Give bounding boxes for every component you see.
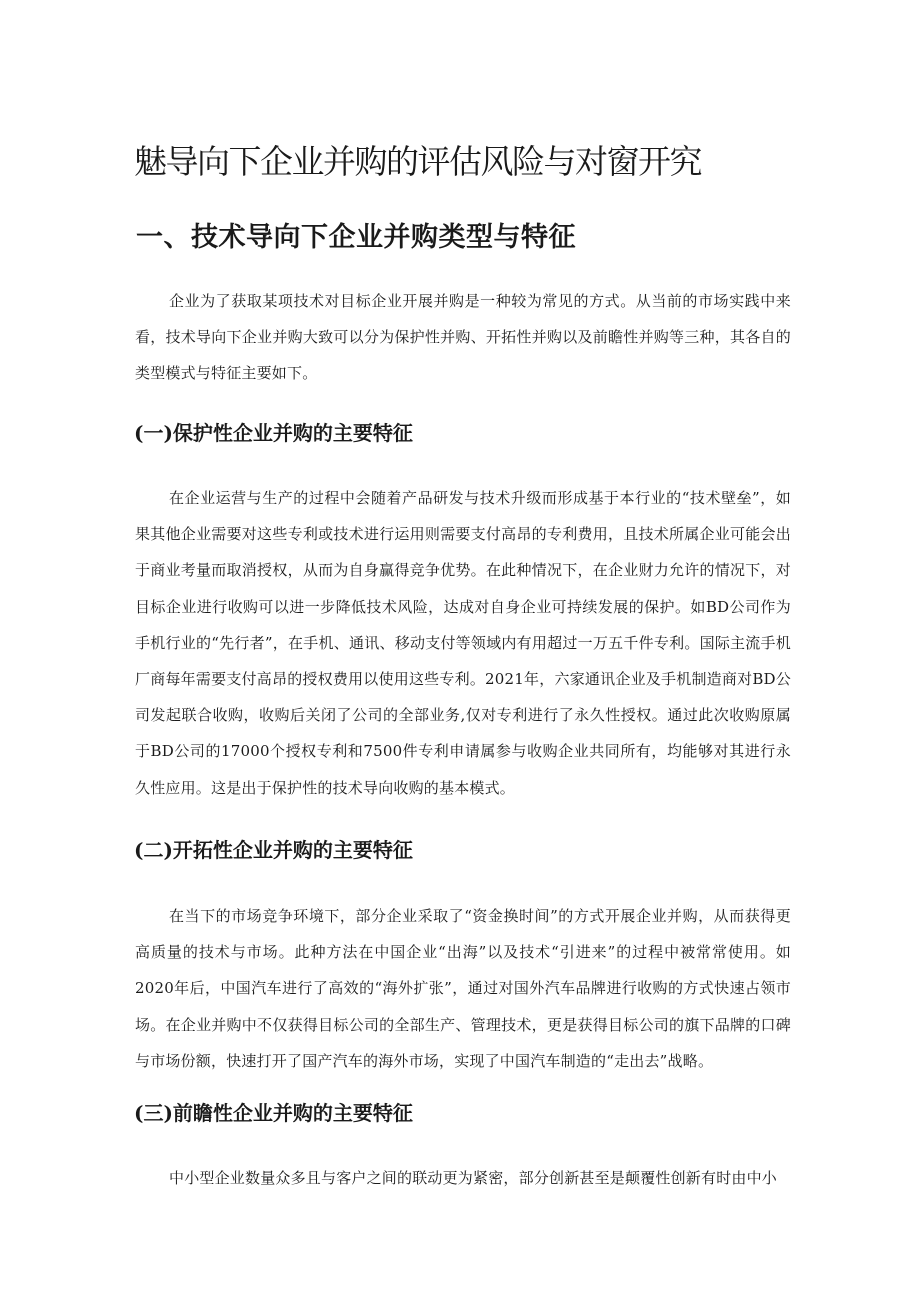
subsection-heading-forward-looking: (三)前瞻性企业并购的主要特征 <box>134 1101 413 1125</box>
subsection-heading-protective: (一)保护性企业并购的主要特征 <box>134 421 413 445</box>
paragraph-protective: 在企业运营与生产的过程中会随着产品研发与技术升级而形成基于本行业的“技术壁垒”，如果其他企业需要对这些专利或技术进行运用则需要支付高昂的专利费用，且技术所属企业可能会出于商业考量而取消授权，从而为自身赢得竞争优势。在此种情况下，在企业财力允许的情况下，对目标企业进行收购可以进一步降低技术风险，达成对自身企业可持续发展的保护。如BD公司作为手机行业的“先行者”，在手机、通讯、移动支付等领域内有用超过一万五千件专利。国际主流手机厂商每年需要支付高昂的授权费用以使用这些专利。2021年，六家通讯企业及手机制造商对BD公司发起联合收购，收购后关闭了公司的全部业务,仅对专利进行了永久性授权。通过此次收购原属于BD公司的17000个授权专利和7500件专利申请属参与收购企业共同所有，均能够对其进行永久性应用。这是出于保护性的技术导向收购的基本模式。 <box>135 489 791 797</box>
section-heading: 一、技术导向下企业并购类型与特征 <box>136 222 576 253</box>
document-title: 魅导向下企业并购的评估风险与对窗开究 <box>134 142 701 181</box>
subsection-heading-expansive: (二)开拓性企业并购的主要特征 <box>134 838 413 862</box>
paragraph-expansive: 在当下的市场竞争环境下，部分企业采取了“资金换时间”的方式开展企业并购，从而获得更高质量的技术与市场。此种方法在中国企业“出海”以及技术“引进来”的过程中被常常使用。如2020年后，中国汽车进行了高效的“海外扩张”，通过对国外汽车品牌进行收购的方式快速占领市场。在企业并购中不仅获得目标公司的全部生产、管理技术，更是获得目标公司的旗下品牌的口碑与市场份额，快速打开了国产汽车的海外市场，实现了中国汽车制造的“走出去”战略。 <box>135 907 791 1070</box>
paragraph-forward-looking: 中小型企业数量众多且与客户之间的联动更为紧密，部分创新甚至是颠覆性创新有时由中小 <box>169 1169 778 1187</box>
intro-paragraph: 企业为了获取某项技术对目标企业开展并购是一种较为常见的方式。从当前的市场实践中来看，技术导向下企业并购大致可以分为保护性并购、开拓性并购以及前瞻性并购等三种，其各自的类型模式与特征主要如下。 <box>135 292 791 383</box>
